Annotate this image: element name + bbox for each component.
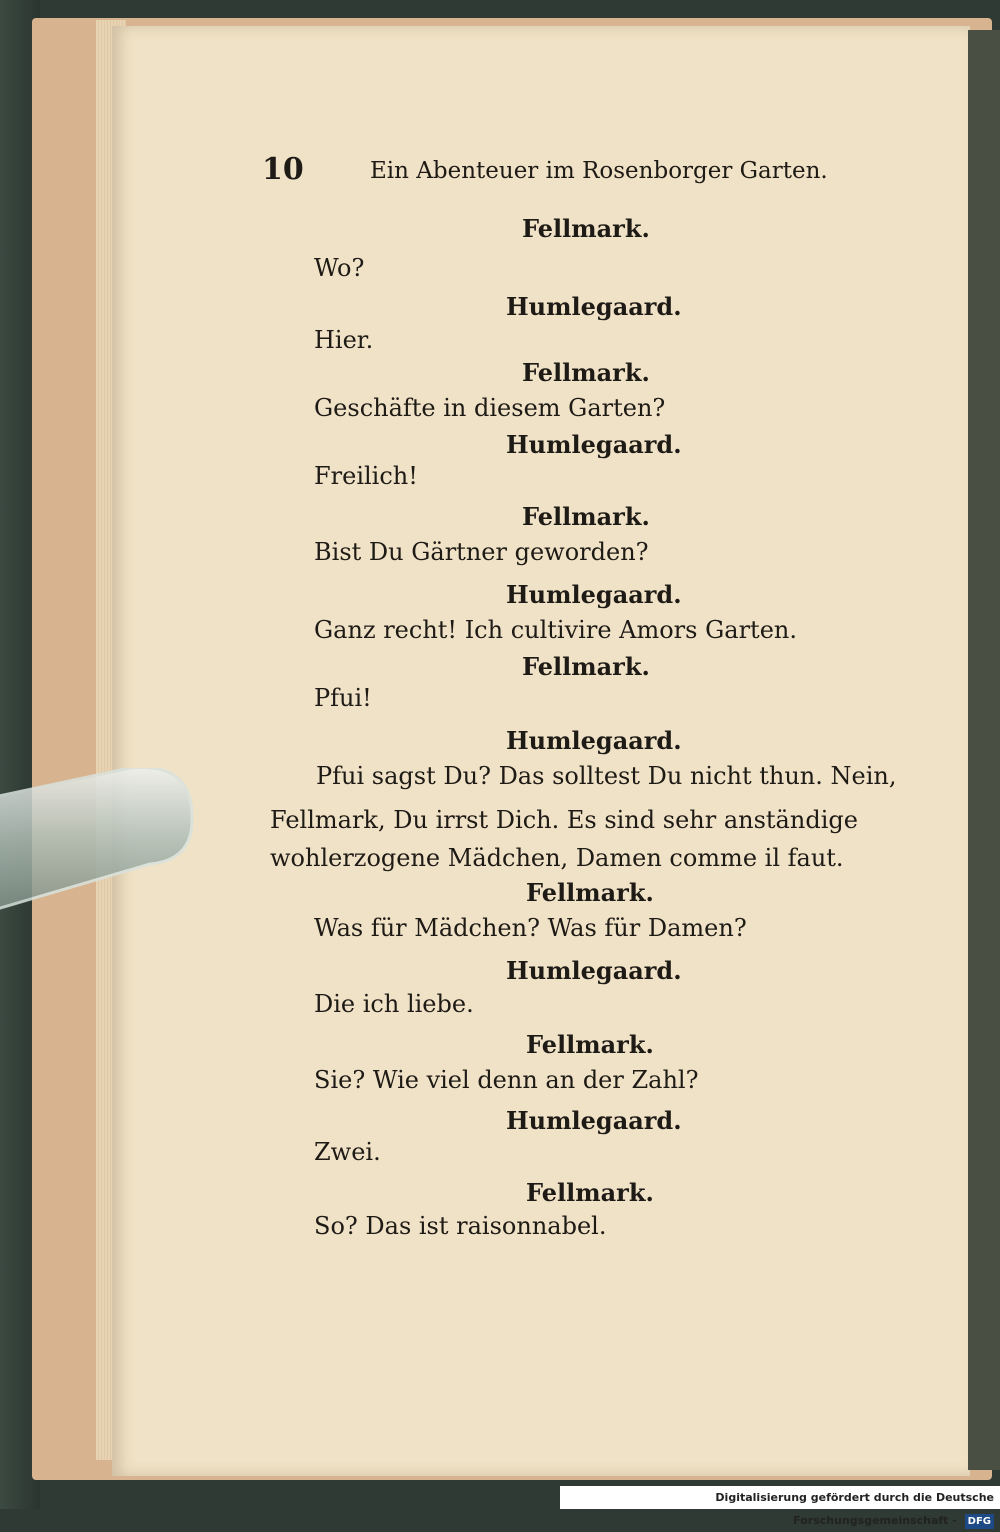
speech-line: Hier. (314, 326, 374, 354)
speech-line: Sie? Wie viel denn an der Zahl? (314, 1066, 699, 1094)
speaker-name: Fellmark. (526, 1178, 654, 1207)
speech-line: Freilich! (314, 462, 418, 490)
running-title: Ein Abenteuer im Rosenborger Garten. (370, 158, 828, 184)
speaker-name: Fellmark. (522, 358, 650, 387)
speaker-name: Humlegaard. (506, 956, 682, 985)
footer-credit-text: Digitalisierung gefördert durch die Deutsche Forschungsgemeinschaft - (715, 1491, 994, 1527)
speech-line: Zwei. (314, 1138, 381, 1166)
speaker-name: Fellmark. (522, 652, 650, 681)
speaker-name: Humlegaard. (506, 430, 682, 459)
page-clip (0, 768, 195, 918)
speech-line: Bist Du Gärtner geworden? (314, 538, 649, 566)
speaker-name: Humlegaard. (506, 292, 682, 321)
speech-line: wohlerzogene Mädchen, Damen comme il faut. (270, 844, 844, 872)
speech-line: Pfui! (314, 684, 372, 712)
speaker-name: Humlegaard. (506, 726, 682, 755)
speech-line: Geschäfte in diesem Garten? (314, 394, 666, 422)
dfg-logo: DFG (965, 1514, 994, 1529)
speech-line: So? Das ist raisonnabel. (314, 1212, 607, 1240)
speech-line: Pfui sagst Du? Das solltest Du nicht thun. Nein, (316, 762, 897, 790)
speaker-name: Humlegaard. (506, 580, 682, 609)
speech-line: Wo? (314, 254, 365, 282)
right-binding (968, 30, 1000, 1470)
speech-line: Was für Mädchen? Was für Damen? (314, 914, 747, 942)
speech-line: Fellmark, Du irrst Dich. Es sind sehr anständige (270, 806, 858, 834)
speaker-name: Fellmark. (526, 878, 654, 907)
speech-line: Ganz recht! Ich cultivire Amors Garten. (314, 616, 797, 644)
speech-line: Die ich liebe. (314, 990, 474, 1018)
speaker-name: Fellmark. (522, 502, 650, 531)
speaker-name: Fellmark. (522, 214, 650, 243)
speaker-name: Fellmark. (526, 1030, 654, 1059)
footer-credit (560, 1486, 1000, 1527)
speaker-name: Humlegaard. (506, 1106, 682, 1135)
page-number: 10 (262, 152, 304, 187)
